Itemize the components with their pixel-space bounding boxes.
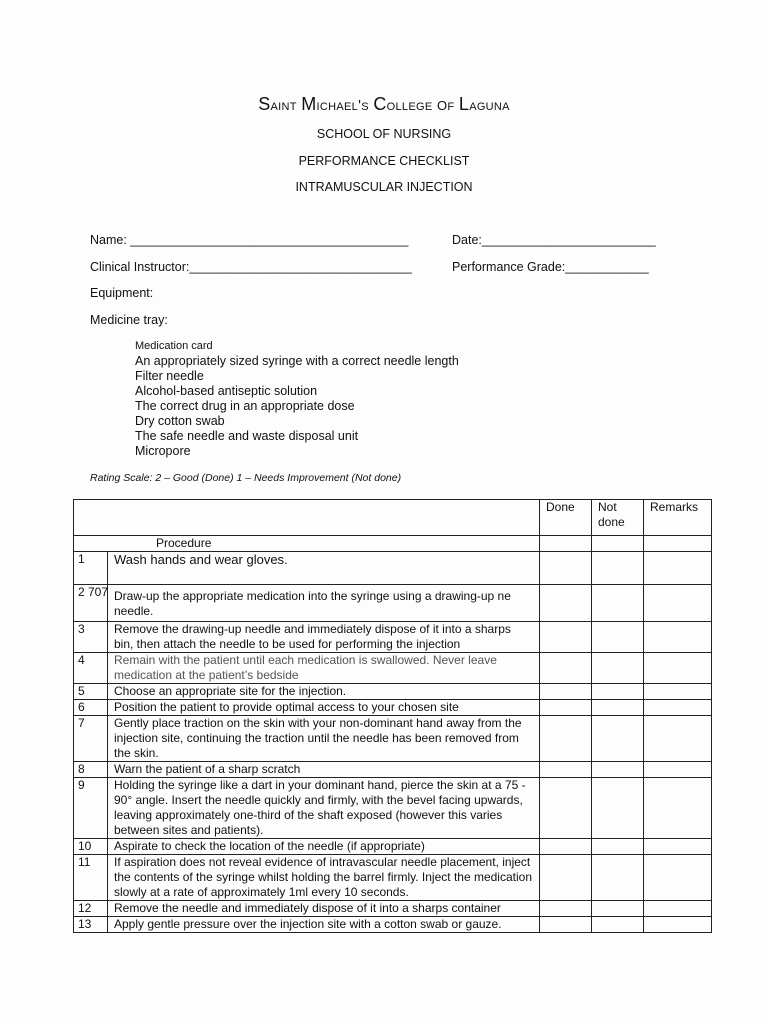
step-text: Remain with the patient until each medication is swallowed. Never leave medication at the patient’s bedside: [108, 653, 540, 684]
step-number: 9: [74, 778, 108, 839]
table-row: [74, 917, 712, 933]
step-number: 6: [74, 700, 108, 716]
remarks-cell[interactable]: [644, 653, 712, 684]
equipment-item: Dry cotton swab: [135, 414, 225, 428]
equipment-item: Micropore: [135, 444, 191, 458]
table-row: [74, 622, 712, 653]
header-not-done: Not done: [592, 500, 644, 536]
remarks-cell[interactable]: [644, 855, 712, 901]
rating-scale: Rating Scale: 2 – Good (Done) 1 – Needs Improvement (Not done): [90, 472, 402, 484]
done-cell[interactable]: [540, 585, 592, 622]
step-text: Wash hands and wear gloves.: [108, 552, 540, 585]
step-text: Remove the drawing-up needle and immediately dispose of it into a sharps bin, then attach the needle to be used for performing the injection: [108, 622, 540, 653]
step-number: 11: [74, 855, 108, 901]
table-row: [74, 839, 712, 855]
remarks-cell[interactable]: [644, 716, 712, 762]
table-row: [74, 762, 712, 778]
header-remarks: Remarks: [644, 500, 712, 536]
step-number: 13: [74, 917, 108, 933]
not-done-cell[interactable]: [592, 855, 644, 901]
college-name: Saint Michael's College of Laguna: [258, 94, 510, 114]
remarks-cell[interactable]: [644, 536, 712, 552]
table-header-row: [74, 500, 712, 536]
remarks-cell[interactable]: [644, 700, 712, 716]
done-cell[interactable]: [540, 552, 592, 585]
header-procedure: Procedure: [74, 536, 540, 552]
table-row: [74, 855, 712, 901]
name-field[interactable]: Name: ________________________________________: [90, 233, 409, 247]
done-cell[interactable]: [540, 917, 592, 933]
not-done-cell[interactable]: [592, 901, 644, 917]
remarks-cell[interactable]: [644, 684, 712, 700]
step-text: If aspiration does not reveal evidence of intravascular needle placement, inject the contents of the syringe whilst holding the barrel firmly. Inject the medication slowly at a rate of approximately 1ml every 10 seconds.: [108, 855, 540, 901]
header-blank-cell: [74, 500, 540, 536]
equipment-item: The safe needle and waste disposal unit: [135, 429, 359, 443]
step-number: 2 707: [74, 585, 108, 622]
table-row: [74, 653, 712, 684]
checklist-title: PERFORMANCE CHECKLIST: [298, 154, 470, 168]
done-cell[interactable]: [540, 716, 592, 762]
table-procedure-row: [74, 536, 712, 552]
step-number: 12: [74, 901, 108, 917]
not-done-cell[interactable]: [592, 716, 644, 762]
procedure-title: INTRAMUSCULAR INJECTION: [295, 180, 473, 194]
done-cell[interactable]: [540, 901, 592, 917]
done-cell[interactable]: [540, 536, 592, 552]
step-text: Apply gentle pressure over the injection site with a cotton swab or gauze.: [108, 917, 540, 933]
equipment-item: The correct drug in an appropriate dose: [135, 399, 355, 413]
instructor-field[interactable]: Clinical Instructor:________________________________: [90, 260, 412, 274]
not-done-cell[interactable]: [592, 839, 644, 855]
step-text: Choose an appropriate site for the injection.: [108, 684, 540, 700]
not-done-cell[interactable]: [592, 536, 644, 552]
remarks-cell[interactable]: [644, 917, 712, 933]
table-row: [74, 700, 712, 716]
done-cell[interactable]: [540, 855, 592, 901]
equipment-item: Alcohol-based antiseptic solution: [135, 384, 318, 398]
done-cell[interactable]: [540, 762, 592, 778]
done-cell[interactable]: [540, 622, 592, 653]
not-done-cell[interactable]: [592, 653, 644, 684]
not-done-cell[interactable]: [592, 917, 644, 933]
step-number: 4: [74, 653, 108, 684]
not-done-cell[interactable]: [592, 684, 644, 700]
step-text: Draw-up the appropriate medication into the syringe using a drawing-up ne needle.: [108, 585, 540, 622]
not-done-cell[interactable]: [592, 762, 644, 778]
step-number: 3: [74, 622, 108, 653]
checklist-table: [73, 499, 712, 933]
table-row: [74, 684, 712, 700]
remarks-cell[interactable]: [644, 778, 712, 839]
done-cell[interactable]: [540, 653, 592, 684]
done-cell[interactable]: [540, 684, 592, 700]
remarks-cell[interactable]: [644, 585, 712, 622]
remarks-cell[interactable]: [644, 622, 712, 653]
equipment-list: [135, 339, 459, 459]
not-done-cell[interactable]: [592, 700, 644, 716]
step-number: 5: [74, 684, 108, 700]
table-row: [74, 585, 712, 622]
remarks-cell[interactable]: [644, 901, 712, 917]
step-text: Gently place traction on the skin with your non-dominant hand away from the injection site, continuing the traction until the needle has been removed from the skin.: [108, 716, 540, 762]
header-done: Done: [540, 500, 592, 536]
done-cell[interactable]: [540, 700, 592, 716]
step-text: Remove the needle and immediately dispose of it into a sharps container: [108, 901, 540, 917]
step-text: Holding the syringe like a dart in your dominant hand, pierce the skin at a 75 - 90° angle. Insert the needle quickly and firmly, with the bevel facing upwards, leaving approximately one-third of the shaft exposed (however this varies between sites and patients).: [108, 778, 540, 839]
equipment-label: Equipment:: [90, 286, 154, 300]
done-cell[interactable]: [540, 839, 592, 855]
table-row: [74, 552, 712, 585]
table-row: [74, 778, 712, 839]
table-row: [74, 901, 712, 917]
step-number: 8: [74, 762, 108, 778]
grade-field[interactable]: Performance Grade:____________: [452, 260, 649, 274]
step-number: 10: [74, 839, 108, 855]
step-text: Warn the patient of a sharp scratch: [108, 762, 540, 778]
remarks-cell[interactable]: [644, 839, 712, 855]
remarks-cell[interactable]: [644, 552, 712, 585]
step-number: 1: [74, 552, 108, 585]
equipment-item: Medication card: [135, 340, 213, 352]
not-done-cell[interactable]: [592, 552, 644, 585]
step-text: Position the patient to provide optimal access to your chosen site: [108, 700, 540, 716]
remarks-cell[interactable]: [644, 762, 712, 778]
date-field[interactable]: Date:_________________________: [452, 233, 656, 247]
table-row: [74, 716, 712, 762]
done-cell[interactable]: [540, 778, 592, 839]
equipment-item: An appropriately sized syringe with a correct needle length: [135, 354, 459, 368]
not-done-cell[interactable]: [592, 778, 644, 839]
step-text: Aspirate to check the location of the needle (if appropriate): [108, 839, 540, 855]
not-done-cell[interactable]: [592, 585, 644, 622]
medicine-tray-label: Medicine tray:: [90, 313, 168, 327]
step-number: 7: [74, 716, 108, 762]
school-name: SCHOOL OF NURSING: [316, 127, 452, 141]
equipment-item: Filter needle: [135, 369, 204, 383]
not-done-cell[interactable]: [592, 622, 644, 653]
